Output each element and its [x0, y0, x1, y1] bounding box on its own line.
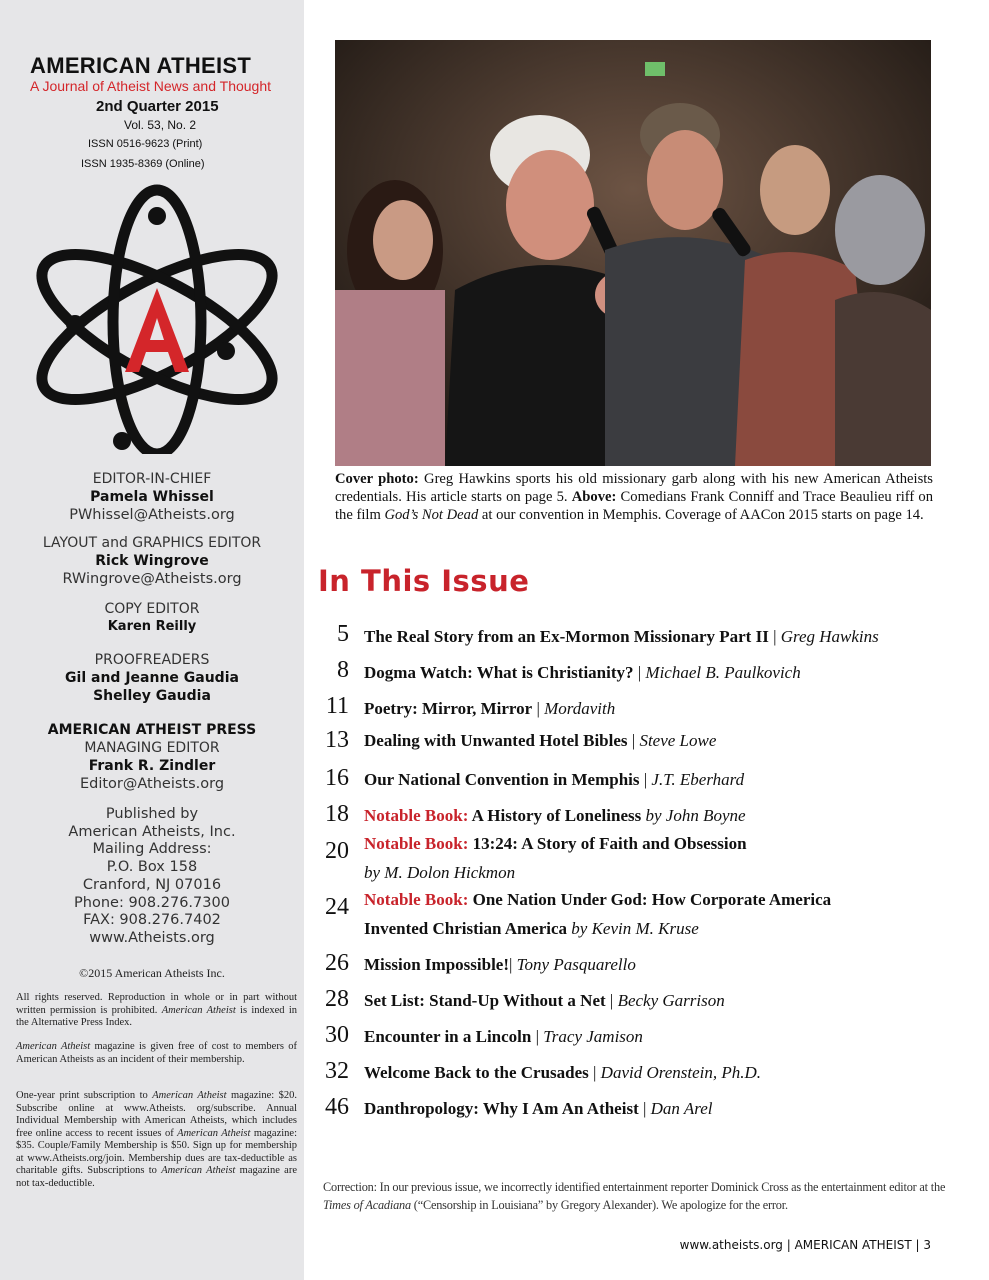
staff-editor [0, 470, 304, 524]
publisher-line: American Atheists, Inc. [68, 823, 236, 840]
proof-name2: Shelley Gaudia [93, 688, 211, 704]
toc-entry[interactable]: Notable Book: 13:24: A Story of Faith and Obsession [364, 834, 747, 853]
correction-notice: Correction: In our previous issue, we incorrectly identified entertainment reporter Dominick Cross as the entertainment editor at the Times of Acadiana (“Censorship in Louisiana” by Gregory Alexander). We apologize for the error. [323, 1180, 946, 1212]
publisher-info [0, 806, 304, 948]
layout-name: Rick Wingrove [95, 553, 209, 569]
photo-illustration [335, 40, 931, 466]
editor-role: EDITOR-IN-CHIEF [92, 471, 212, 487]
publisher-line: www.Atheists.org [89, 929, 215, 946]
staff-proofreaders [0, 651, 304, 705]
toc-entry[interactable]: Poetry: Mirror, Mirror | Mordavith [364, 699, 616, 718]
press-role: MANAGING EDITOR [84, 740, 220, 756]
legal-membership: American Atheist magazine is given free of cost to members of American Atheists as an incident of their membership. [16, 1041, 297, 1065]
toc-entry[interactable]: Danthropology: Why I Am An Atheist | Dan Arel [364, 1099, 713, 1118]
toc-entry-author: by M. Dolon Hickmon [364, 863, 516, 882]
toc-entry[interactable]: Our National Convention in Memphis | J.T. Eberhard [364, 770, 745, 789]
toc-entry[interactable]: Notable Book: A History of Loneliness by John Boyne [364, 806, 746, 825]
toc-page-number: 5 [337, 621, 349, 647]
legal-subscription: One-year print subscription to American Atheist magazine: $20. Subscribe online at www.Atheists. org/subscribe. Annual Individual Membership with American Atheists, which includes free online access to recent issues of American Atheist magazine: $35. Couple/Family Membership is $50. Sign up for membership at www.Atheists.org/join. Membership dues are tax-deductible as charitable gifts. Subscriptions to American Atheist magazine are not tax-deductible. [16, 1090, 297, 1189]
convention-photo [335, 40, 931, 466]
toc-page-number: 11 [325, 693, 349, 719]
publisher-line: FAX: 908.276.7402 [83, 912, 221, 929]
logo-letter: A [22, 184, 23, 185]
photo-caption: Cover photo: Greg Hawkins sports his old missionary garb along with his new American Atheists credentials. His article starts on page 5. Above: Comedians Frank Conniff and Trace Beaulieu riff on the film God’s Not Dead at our convention in Memphis. Coverage of AACon 2015 starts on page 14. [335, 471, 934, 523]
press-name: AMERICAN ATHEIST PRESS [47, 722, 257, 738]
press-editor: Frank R. Zindler [88, 758, 216, 774]
issn-online: ISSN 1935-8369 (Online) [81, 158, 205, 170]
masthead [30, 54, 290, 174]
toc-page-number: 26 [325, 950, 349, 976]
toc-page-number: 18 [325, 801, 349, 827]
publisher-line: Published by [105, 806, 199, 822]
toc-page-number: 30 [325, 1022, 349, 1048]
publisher-line: P.O. Box 158 [106, 859, 198, 876]
proof-role: PROOFREADERS [94, 652, 210, 668]
magazine-subtitle: A Journal of Atheist News and Thought [30, 78, 272, 94]
editor-name: Pamela Whissel [90, 489, 214, 505]
issue-volume: Vol. 53, No. 2 [124, 118, 197, 132]
page-footer: www.atheists.org | AMERICAN ATHEIST | 3 [679, 1238, 931, 1252]
proof-name1: Gil and Jeanne Gaudia [65, 670, 239, 686]
legal-rights: All rights reserved. Reproduction in whole or in part without written permission is prohibited. American Atheist is indexed in the Alternative Press Index. [16, 992, 297, 1028]
toc-heading: In This Issue [318, 564, 530, 598]
issue-quarter: 2nd Quarter 2015 [96, 98, 219, 115]
toc-page-number: 46 [325, 1094, 349, 1120]
atheist-atom-logo [22, 184, 292, 454]
toc-page-number: 16 [325, 765, 349, 791]
toc-page-number: 20 [325, 838, 349, 864]
toc-page-number: 13 [325, 727, 349, 753]
publisher-line: Cranford, NJ 07016 [82, 876, 222, 893]
toc-page-number: 8 [337, 657, 349, 683]
copyright: ©2015 American Atheists Inc. [79, 966, 225, 980]
toc-entry[interactable]: The Real Story from an Ex-Mormon Missionary Part II | Greg Hawkins [364, 627, 879, 646]
staff-layout [0, 534, 304, 588]
toc-entry[interactable]: Set List: Stand-Up Without a Net | Becky Garrison [364, 991, 725, 1010]
magazine-title: AMERICAN ATHEIST [30, 53, 252, 78]
toc-entry[interactable]: Dealing with Unwanted Hotel Bibles | Steve Lowe [364, 731, 717, 750]
staff-press [0, 721, 304, 793]
layout-email: RWingrove@Atheists.org [62, 571, 242, 587]
toc-entry[interactable]: Dogma Watch: What is Christianity? | Michael B. Paulkovich [364, 663, 801, 682]
issn-print: ISSN 0516-9623 (Print) [88, 138, 203, 150]
copy-name: Karen Reilly [107, 619, 197, 634]
toc-entry-continued: Invented Christian America by Kevin M. Kruse [364, 919, 699, 938]
staff-copy [0, 600, 304, 636]
editor-email: PWhissel@Atheists.org [69, 507, 235, 523]
press-email: Editor@Atheists.org [79, 776, 225, 792]
toc-entry[interactable]: Notable Book: One Nation Under God: How Corporate America [364, 890, 832, 909]
toc-entry[interactable]: Welcome Back to the Crusades | David Orenstein, Ph.D. [364, 1063, 762, 1082]
toc-page-number: 24 [325, 894, 349, 920]
copy-role: COPY EDITOR [104, 601, 200, 617]
toc-page-number: 32 [325, 1058, 349, 1084]
toc-entry[interactable]: Encounter in a Lincoln | Tracy Jamison [364, 1027, 643, 1046]
publisher-line: Mailing Address: [92, 841, 212, 858]
sidebar [0, 0, 304, 1280]
toc-entry[interactable]: Mission Impossible!| Tony Pasquarello [364, 955, 636, 974]
publisher-line: Phone: 908.276.7300 [74, 894, 230, 911]
layout-role: LAYOUT and GRAPHICS EDITOR [42, 535, 262, 551]
toc-page-number: 28 [325, 986, 349, 1012]
